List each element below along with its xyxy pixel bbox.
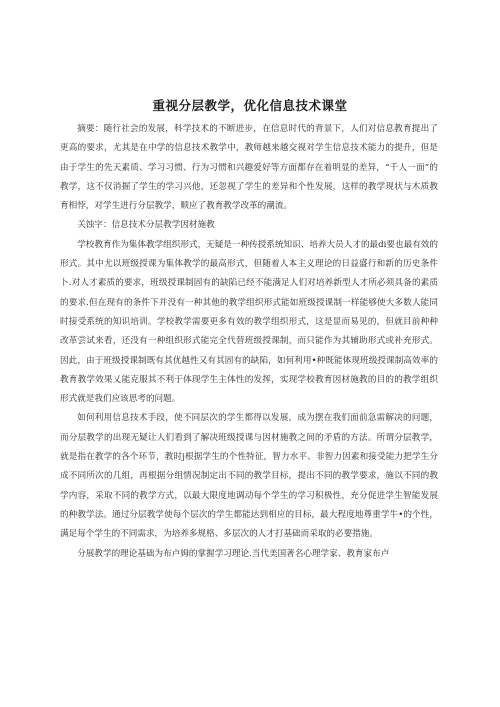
- body-paragraph-2: 如何利用信息技术手段，使不同层次的学生都得以发展，成为摆在我们面前急需解决的问题，而分层教学的出现无疑让人们看到了解决班级授课与因材施教之间的矛盾的方法。所谓分层教学，就是指在教学的各个环节，教时j根据学生的个性特征，智力水平、非智力因素和接受能力把学生分成不同所次的几组，再根据分组情况制定出不同的教学目标，提出不同的教学要求，施以不同的教学内容，采取不同的教学方式，以最大限度地调动每个学生的学习积极性，充分促进学生智能发展的种教学法。通过分层教学使每个层次的学生都能达到相应的目标，最大程度地尊重学牛•的个性，满足每个学生的不同需求，为培养多规格、多层次的人才打基础而采取的必要措施。: [60, 413, 438, 540]
- abstract-paragraph: 摘要：随行社会的发展，科学技术的不断进步，在信息时代的背景下，人们对信息教育提出了更高的要求，尤其是在中学的信息技术教学中，教师越来越交视对学生信息技术能力的提升，但是由于学生的先天素质、学习习惯、行为习惯和兴趣爱好等方面都存在着明显的差异，“千人一面”的教学，这不仅消掘了学生的学习兴他，还忽视了学生的差异和个性发展，这样的教学现状与木质教育相悖，对学生进行分层教学，顺应了教育教学改革的潮流。: [60, 124, 438, 212]
- body-paragraph-3: 分展教学的理论基础为布卢姆的掌握学习理论.当代美国著名心理学家、教育家布卢: [77, 548, 390, 559]
- document-body: [60, 120, 438, 564]
- document-title: 重视分层教学，优化信息技术课堂: [152, 98, 348, 113]
- keywords-line: 关蚀字：信息技术分层教学因材施教: [77, 220, 215, 231]
- body-paragraph-1: 学校教育作为集体教学组织形式，无疑是一种传授系统知识、培养大员人才的最di要也最有效的形式。其中尤以班级授课为集体教学的最高形式，但随着人本主义理论的日益盛行和新的历史条件卜.对人才素质的要求，班级授课制固有的缺陷已经不能满足人们对培养新型人才所必须具备的素质的要求.但在现有的条件下并没有一种其他的教学组织形式能如班级授课制一样能够使大多数人能同时接受系统的知识培训。学校教学需要更多有效的教学组织形式，这是显而易见的，但就目前种种改革尝试来看，还没有一种组织形式能完全代替班级授课制，而只能作为其辅助形式或补充形式。因此，由于班级授课制既有其优越性又有其固有的缺陷，如何利用•种既能体现班级授课制高效率的教育教学效果乂能克服其不利于体现学生主体性的发挥，实现学校教育因材施教的目的的教学组织形式就是我们应该思考的问题。: [60, 239, 438, 405]
